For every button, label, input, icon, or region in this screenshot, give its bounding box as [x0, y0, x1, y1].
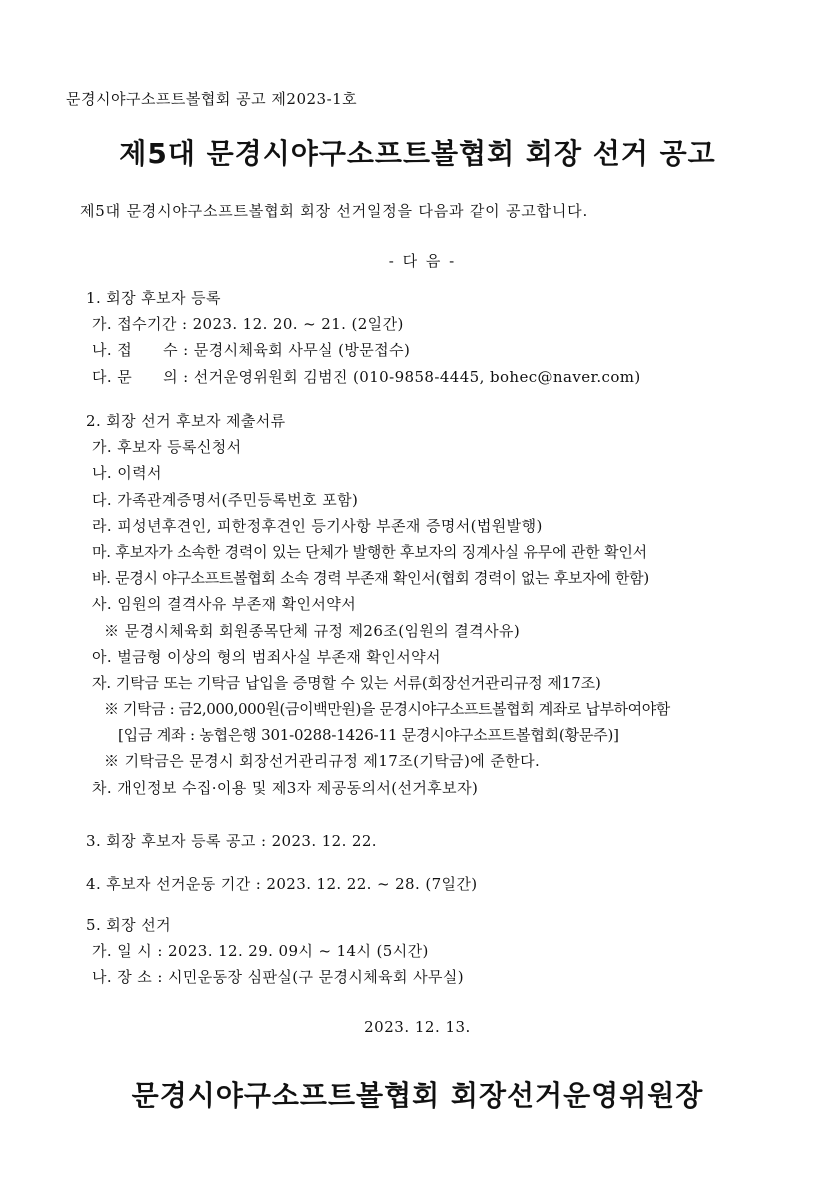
section-heading: 2. 회장 선거 후보자 제출서류: [86, 412, 286, 430]
list-item: 사. 임원의 결격사유 부존재 확인서약서: [92, 595, 357, 614]
list-item: 가. 접수기간 : 2023. 12. 20. ~ 21. (2일간): [92, 315, 404, 334]
list-item: 마. 후보자가 소속한 경력이 있는 단체가 발행한 후보자의 징계사실 유무에 관한 확인서: [92, 542, 647, 561]
section-candidate-registration: [86, 285, 786, 390]
note-item: ※ 기탁금은 문경시 회장선거관리규정 제17조(기탁금)에 준한다.: [104, 752, 541, 771]
notice-date: 2023. 12. 13.: [364, 1018, 471, 1036]
note-item: ※ 기탁금 : 금2,000,000원(금이백만원)을 문경시야구소프트볼협회 계좌로 납부하여야함: [104, 700, 670, 719]
list-item: 나. 이력서: [92, 464, 162, 483]
section-campaign-period: [86, 871, 786, 897]
list-item: 나. 장 소 : 시민운동장 심판실(구 문경시체육회 사무실): [92, 968, 464, 987]
list-item: 아. 벌금형 이상의 형의 범죄사실 부존재 확인서약서: [92, 647, 441, 666]
signature: 문경시야구소프트볼협회 회장선거운영위원장: [131, 1079, 704, 1112]
list-item: 라. 피성년후견인, 피한정후견인 등기사항 부존재 증명서(법원발행): [92, 516, 543, 535]
page-title: 제5대 문경시야구소프트볼협회 회장 선거 공고: [119, 137, 716, 170]
section-heading: 5. 회장 선거: [86, 916, 172, 934]
bank-account: [입금 계좌 : 농협은행 301-0288-1426-11 문경시야구소프트볼협회(황문주)]: [118, 726, 619, 745]
section-heading: 4. 후보자 선거운동 기간 : 2023. 12. 22. ~ 28. (7일간): [86, 875, 478, 893]
dagum-separator: - 다 음 -: [388, 252, 457, 270]
section-required-documents: [86, 408, 786, 801]
section-registration-notice: [86, 828, 786, 854]
list-item: 차. 개인정보 수집·이용 및 제3자 제공동의서(선거후보자): [92, 778, 479, 797]
list-item: 다. 문 의 : 선거운영위원회 김범진 (010-9858-4445, bohec@naver.com): [92, 367, 641, 386]
notice-number: 문경시야구소프트볼협회 공고 제2023-1호: [66, 90, 358, 108]
note-item: ※ 문경시체육회 회원종목단체 규정 제26조(임원의 결격사유): [104, 621, 521, 640]
list-item: 가. 일 시 : 2023. 12. 29. 09시 ~ 14시 (5시간): [92, 942, 429, 961]
list-item: 자. 기탁금 또는 기탁금 납입을 증명할 수 있는 서류(회장선거관리규정 제17조): [92, 673, 601, 692]
list-item: 바. 문경시 야구소프트볼협회 소속 경력 부존재 확인서(협회 경력이 없는 후보자에 한함): [92, 569, 649, 588]
list-item: 가. 후보자 등록신청서: [92, 438, 242, 457]
intro-text: 제5대 문경시야구소프트볼협회 회장 선거일정을 다음과 같이 공고합니다.: [80, 202, 589, 220]
list-item: 나. 접 수 : 문경시체육회 사무실 (방문접수): [92, 341, 411, 360]
section-heading: 3. 회장 후보자 등록 공고 : 2023. 12. 22.: [86, 832, 377, 850]
list-item: 다. 가족관계증명서(주민등록번호 포함): [92, 490, 359, 509]
section-heading: 1. 회장 후보자 등록: [86, 289, 221, 307]
section-election: [86, 912, 786, 991]
